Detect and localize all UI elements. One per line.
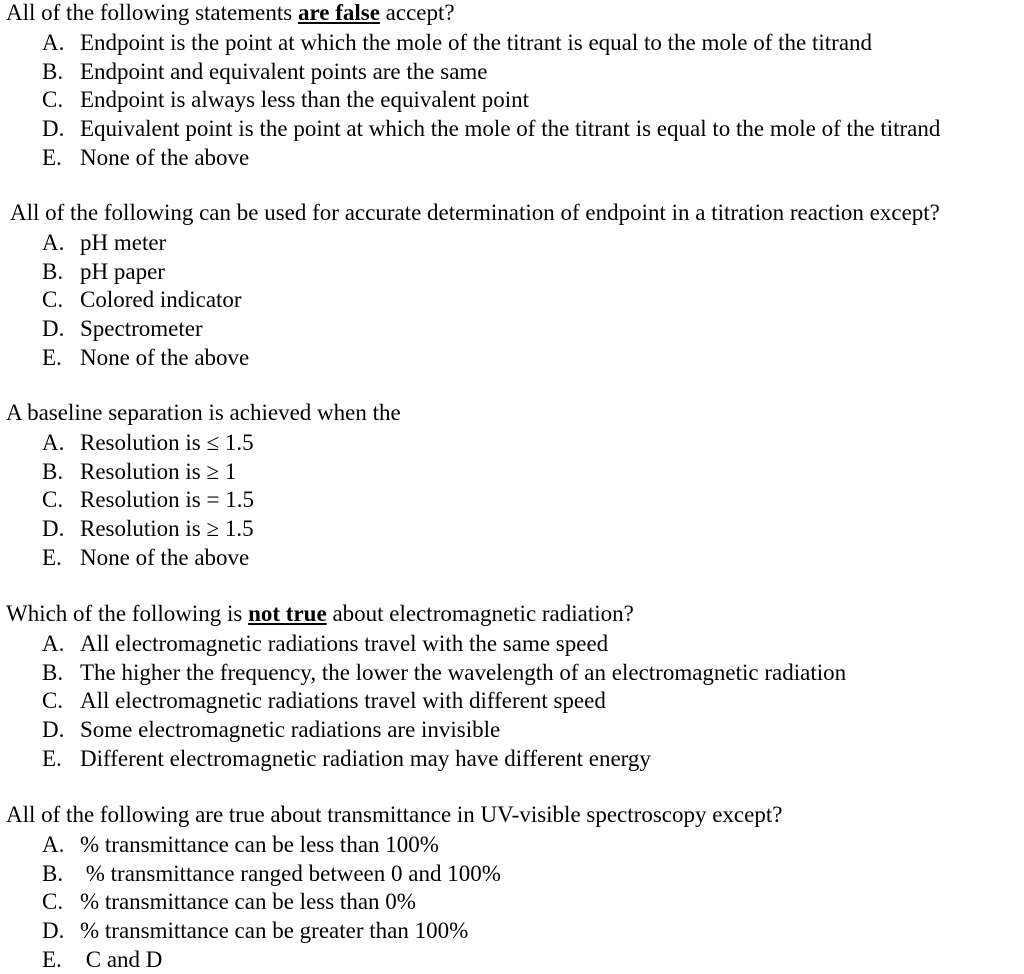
option-letter: C. (42, 287, 64, 313)
option-letter: E. (42, 745, 62, 771)
option-letter: D. (42, 116, 65, 142)
option-text: All electromagnetic radiations travel with different speed (80, 688, 606, 714)
option-b (42, 860, 501, 889)
option-d (42, 515, 254, 544)
option-text: Endpoint is always less than the equivalent point (80, 87, 530, 113)
option-e (42, 344, 249, 373)
stem-text: Which of the following is (6, 601, 249, 626)
option-letter: B. (42, 58, 64, 84)
option-letter: C. (42, 688, 64, 714)
option-c (42, 888, 501, 917)
option-letter: A. (42, 832, 65, 857)
option-text: Some electromagnetic radiations are invisible (80, 717, 501, 743)
option-text: None of the above (80, 344, 250, 370)
option-d (42, 917, 501, 946)
option-text: Resolution is ≥ 1 (80, 458, 237, 484)
option-text: Different electromagnetic radiation may have different energy (80, 745, 651, 771)
option-letter: B. (42, 860, 64, 886)
option-c (42, 687, 846, 716)
option-text: Endpoint and equivalent points are the same (80, 58, 488, 84)
stem-text-end: about electromagnetic radiation? (326, 601, 634, 626)
option-text: Equivalent point is the point at which the mole of the titrant is equal to the mole of the titrand (80, 116, 941, 142)
option-letter: D. (42, 717, 65, 743)
option-letter: B. (42, 458, 64, 484)
option-text: None of the above (80, 144, 250, 170)
option-letter: E. (42, 544, 62, 570)
option-d (42, 716, 846, 745)
stem-text-end: accept? (379, 0, 455, 25)
option-letter: C. (42, 87, 64, 113)
question-stem (10, 200, 940, 226)
options-list (42, 29, 940, 172)
option-b (42, 458, 254, 487)
option-letter: E. (42, 946, 62, 972)
option-text: pH paper (80, 258, 165, 284)
option-a (42, 429, 254, 458)
question-stem (6, 802, 782, 828)
option-letter: A. (42, 230, 65, 255)
option-d (42, 315, 249, 344)
option-text: Resolution is = 1.5 (80, 487, 254, 513)
option-text: Spectrometer (80, 316, 203, 342)
option-text: None of the above (80, 544, 250, 570)
options-list (42, 630, 846, 773)
option-letter: E. (42, 344, 62, 370)
stem-text: All of the following can be used for accurate determination of endpoint in a titration reaction except? (10, 200, 940, 225)
option-letter: A. (42, 430, 65, 455)
option-text: % transmittance ranged between 0 and 100% (80, 860, 501, 886)
option-a (42, 229, 249, 258)
option-text: Colored indicator (80, 287, 242, 313)
option-c (42, 486, 254, 515)
option-letter: D. (42, 316, 65, 342)
option-d (42, 115, 940, 144)
option-letter: D. (42, 918, 65, 944)
question-stem (6, 601, 634, 627)
stem-text: All of the following are true about transmittance in UV-visible spectroscopy except? (6, 802, 783, 827)
option-text: Resolution is ≥ 1.5 (80, 516, 254, 542)
option-letter: E. (42, 144, 62, 170)
option-letter: D. (42, 516, 65, 542)
options-list (42, 831, 501, 974)
stem-emphasis: not true (248, 601, 327, 626)
option-letter: C. (42, 487, 64, 513)
stem-emphasis: are false (297, 0, 380, 25)
option-letter: B. (42, 659, 64, 685)
option-b (42, 659, 846, 688)
option-text: % transmittance can be less than 0% (80, 889, 416, 915)
option-text: Endpoint is the point at which the mole of the titrant is equal to the mole of the titrand (80, 30, 873, 55)
option-c (42, 286, 249, 315)
question-stem (6, 0, 455, 26)
option-e (42, 544, 254, 573)
question-stem (6, 400, 401, 426)
option-letter: A. (42, 631, 65, 656)
options-list (42, 229, 249, 372)
option-e (42, 745, 846, 774)
options-list (42, 429, 254, 572)
stem-text: All of the following statements (6, 0, 298, 25)
option-b (42, 258, 249, 287)
option-letter: A. (42, 30, 65, 55)
option-e (42, 946, 501, 974)
option-text: pH meter (80, 230, 167, 255)
option-e (42, 144, 940, 173)
option-text: Resolution is ≤ 1.5 (80, 430, 254, 455)
option-b (42, 58, 940, 87)
option-a (42, 630, 846, 659)
option-a (42, 29, 940, 58)
option-letter: C. (42, 889, 64, 915)
option-text: % transmittance can be greater than 100% (80, 918, 469, 944)
option-text: All electromagnetic radiations travel with the same speed (80, 631, 609, 656)
option-a (42, 831, 501, 860)
option-text: The higher the frequency, the lower the wavelength of an electromagnetic radiation (80, 659, 847, 685)
stem-text: A baseline separation is achieved when the (6, 400, 401, 425)
option-text: C and D (80, 946, 163, 972)
option-c (42, 86, 940, 115)
option-letter: B. (42, 258, 64, 284)
option-text: % transmittance can be less than 100% (80, 832, 439, 857)
